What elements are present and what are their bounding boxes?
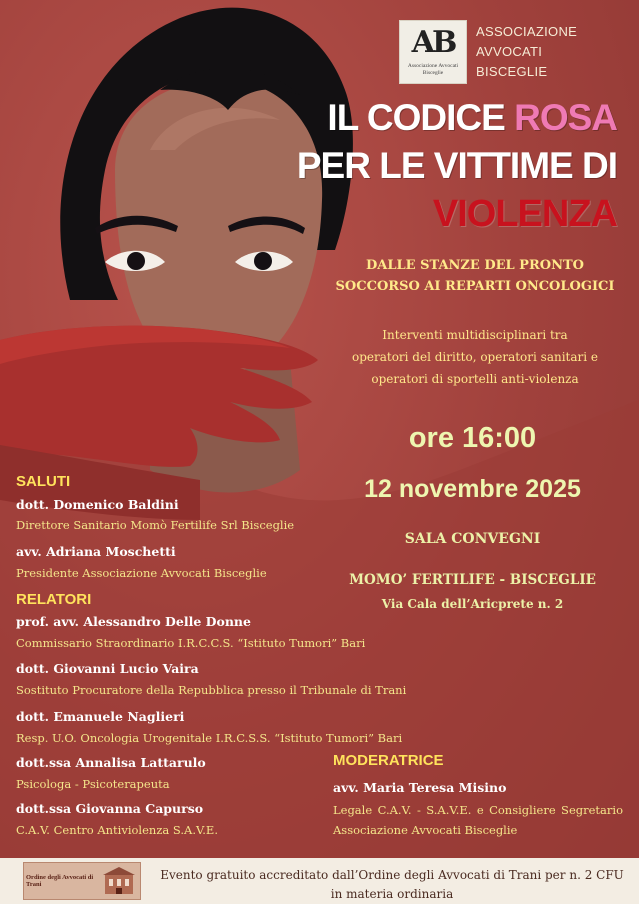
subtitle-line: DALLE STANZE DEL PRONTO [366,258,584,273]
title-line-2: PER LE VITTIME DI [296,145,617,186]
speaker-role: Direttore Sanitario Momò Fertilife Srl Bisceglie [16,518,295,532]
speaker-role: Sostituto Procuratore della Repubblica presso il Tribunale di Trani [16,683,407,697]
venue-name: MOMO’ FERTILIFE - BISCEGLIE [349,572,596,588]
ordine-avvocati-logo [23,862,141,900]
subtitle-line: SOCCORSO AI REPARTI ONCOLOGICI [335,279,615,294]
association-name-line: AVVOCATI [476,44,543,59]
speaker-name: dott. Emanuele Naglieri [16,709,185,724]
association-name-line: BISCEGLIE [476,64,548,79]
speaker-name: dott.ssa Annalisa Lattarulo [16,755,206,770]
footer-text: Evento gratuito accreditato dall’Ordine degli Avvocati di Trani per n. 2 CFU in materia ordinaria [160,868,624,901]
event-time: ore 16:00 [408,422,537,454]
association-name [476,22,636,82]
moderatrice-role: Legale C.A.V. - S.A.V.E. e Consigliere Segretario Associazione Avvocati Bisceglie [333,803,623,837]
title-line-1 [327,96,617,140]
speaker-name: prof. avv. Alessandro Delle Donne [16,614,251,629]
description [325,324,625,390]
event-date: 12 novembre 2025 [364,475,581,503]
association-name-line: ASSOCIAZIONE [476,24,578,39]
speaker-name: dott. Domenico Baldini [16,497,179,512]
relatori-heading: RELATORI [16,591,92,608]
description-line: operatori di sportelli anti-violenza [371,372,579,386]
title-highlight-rosa: ROSA [514,97,617,138]
venue-address: Via Cala dell’Aricprete n. 2 [381,597,564,611]
association-logo [399,20,467,84]
title-line-3: VIOLENZA [432,193,617,235]
ordine-logo-text: Ordine degli Avvocati di Trani [26,874,94,888]
speaker-name: avv. Adriana Moschetti [16,544,176,559]
speaker-role: Presidente Associazione Avvocati Bisceglie [16,566,267,580]
left-pupil [127,252,145,270]
speaker-role: C.A.V. Centro Antiviolenza S.A.V.E. [16,823,218,837]
moderatrice-heading: MODERATRICE [333,752,444,769]
logo-monogram: AB [411,25,455,60]
moderatrice-name: avv. Maria Teresa Misino [333,780,507,795]
saluti-heading: SALUTI [16,473,71,490]
title-prefix: IL CODICE [327,97,515,138]
logo-caption: Associazione Avvocati Bisceglie [407,63,459,76]
subtitle [325,255,625,297]
speaker-name: dott. Giovanni Lucio Vaira [16,661,199,676]
venue-room: SALA CONVEGNI [404,531,541,547]
speaker-name: dott.ssa Giovanna Capurso [16,801,204,816]
speaker-role: Psicologa - Psicoterapeuta [16,777,170,791]
description-line: Interventi multidisciplinari tra [382,328,568,342]
speaker-role: Commissario Straordinario I.R.C.C.S. “Istituto Tumori” Bari [16,636,366,650]
right-pupil [254,252,272,270]
speaker-role: Resp. U.O. Oncologia Urogenitale I.R.C.S.S. “Istituto Tumori” Bari [16,731,403,745]
description-line: operatori del diritto, operatori sanitari e [351,350,599,364]
building-icon [101,866,137,896]
